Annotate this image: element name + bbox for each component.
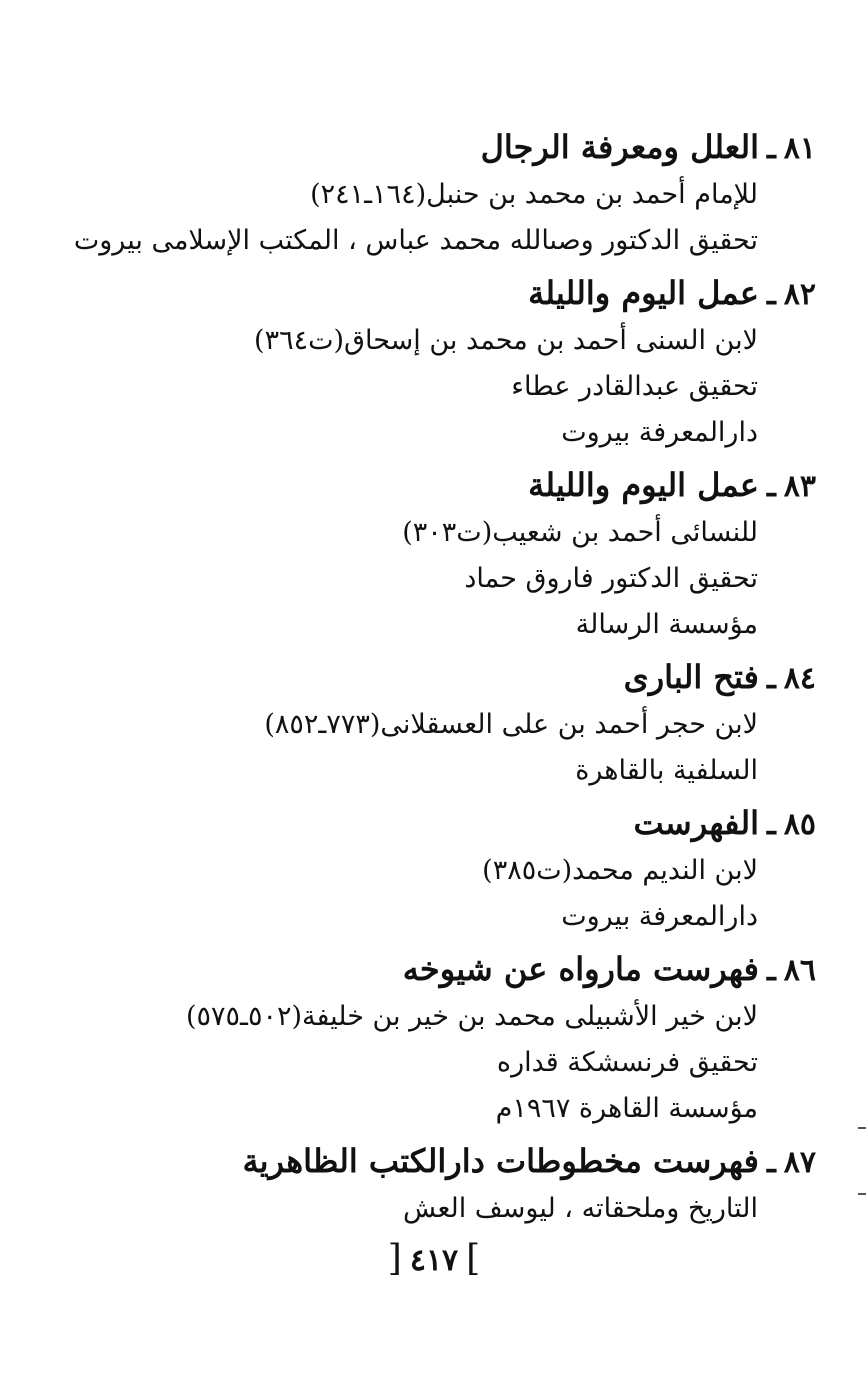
- bibliography-entry: [76, 652, 816, 794]
- entry-number: ٨٥: [783, 807, 816, 842]
- page-number: [0, 1238, 868, 1279]
- page-number-value: ٤١٧: [409, 1243, 459, 1278]
- entry-number: ٨٦: [783, 953, 816, 988]
- entry-detail-line: تحقيق الدكتور فاروق حماد: [464, 563, 758, 594]
- entry-detail-line: لابن النديم محمد(ت٣٨٥): [482, 855, 758, 886]
- entry-detail-line: مؤسسة الرسالة: [575, 609, 758, 640]
- entry-detail-line: لابن السنى أحمد بن محمد بن إسحاق(ت٣٦٤): [254, 325, 758, 356]
- entry-detail-line: للإمام أحمد بن محمد بن حنبل(١٦٤ـ٢٤١): [310, 179, 758, 210]
- entry-heading: [76, 122, 816, 172]
- entry-title: فهرست مارواه عن شيوخه: [402, 950, 759, 988]
- entry-separator: ـ: [766, 1145, 776, 1180]
- entry-title: عمل اليوم والليلة: [528, 466, 759, 504]
- entry-separator: ـ: [766, 131, 776, 166]
- entry-separator: ـ: [766, 953, 776, 988]
- entry-title: عمل اليوم والليلة: [528, 274, 759, 312]
- bibliography-list: [73, 122, 816, 1236]
- entry-number: ٨٤: [783, 661, 816, 696]
- entry-heading: [76, 944, 816, 994]
- entry-title: الفهرست: [633, 804, 759, 842]
- entry-number: ٨٧: [783, 1145, 816, 1180]
- entry-detail-line: التاريخ وملحقاته ، ليوسف العش: [403, 1193, 758, 1224]
- bibliography-entry: [76, 460, 816, 648]
- page-number-close-bracket: [: [466, 1238, 481, 1279]
- entry-heading: [76, 1136, 816, 1186]
- entry-detail-line: تحقيق عبدالقادر عطاء: [511, 371, 758, 402]
- bibliography-entry: [76, 944, 816, 1132]
- entry-heading: [76, 798, 816, 848]
- page-number-open-bracket: ]: [387, 1238, 402, 1279]
- bibliography-entry: [76, 798, 816, 940]
- entry-separator: ـ: [766, 277, 776, 312]
- entry-title: فتح البارى: [623, 658, 759, 696]
- bibliography-entry: [76, 268, 816, 456]
- entry-title: فهرست مخطوطات دارالكتب الظاهرية: [242, 1142, 759, 1180]
- bibliography-entry: [73, 122, 816, 264]
- entry-detail-line: مؤسسة القاهرة ١٩٦٧م: [495, 1093, 758, 1124]
- entry-separator: ـ: [766, 661, 776, 696]
- entry-number: ٨١: [783, 131, 816, 166]
- entry-detail-line: لابن حجر أحمد بن على العسقلانى(٧٧٣ـ٨٥٢): [264, 709, 758, 740]
- entry-detail-line: دارالمعرفة بيروت: [561, 417, 758, 448]
- bibliography-entry: [76, 1136, 816, 1232]
- entry-title: العلل ومعرفة الرجال: [480, 128, 759, 166]
- margin-mark: [858, 1127, 866, 1129]
- entry-number: ٨٢: [783, 277, 816, 312]
- entry-heading: [76, 652, 816, 702]
- entry-heading: [76, 460, 816, 510]
- entry-separator: ـ: [766, 807, 776, 842]
- entry-detail-line: تحقيق الدكتور وصىالله محمد عباس ، المكتب الإسلامى بيروت: [73, 225, 758, 256]
- entry-separator: ـ: [766, 469, 776, 504]
- entry-detail-line: لابن خير الأشبيلى محمد بن خير بن خليفة(٥٠٢ـ٥٧٥): [185, 1001, 758, 1032]
- entry-detail-line: تحقيق فرنسشكة قداره: [496, 1047, 758, 1078]
- entry-detail-line: للنسائى أحمد بن شعيب(ت٣٠٣): [402, 517, 758, 548]
- entry-detail-line: دارالمعرفة بيروت: [561, 901, 758, 932]
- entry-number: ٨٣: [783, 469, 816, 504]
- entry-heading: [76, 268, 816, 318]
- entry-detail-line: السلفية بالقاهرة: [575, 755, 758, 786]
- margin-mark: [858, 1193, 866, 1195]
